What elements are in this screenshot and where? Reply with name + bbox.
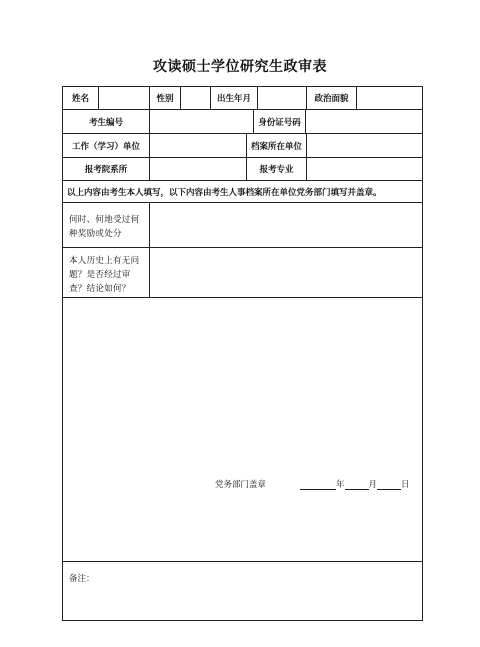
work-unit-label: 工作（学习）单位 [63, 134, 150, 157]
work-unit-field[interactable] [150, 134, 247, 157]
archive-unit-label: 档案所在单位 [247, 134, 307, 157]
dept-field[interactable] [150, 158, 247, 180]
political-field[interactable] [357, 87, 422, 109]
rewards-field[interactable] [150, 203, 422, 247]
row-exam-id [63, 110, 422, 134]
id-no-label: 身份证号码 [254, 110, 306, 133]
history-field[interactable] [150, 248, 422, 297]
history-label: 本人历史上有无问题？是否经过审查？结论如何？ [63, 248, 150, 297]
row-rewards [63, 203, 422, 248]
gender-field[interactable] [181, 87, 211, 109]
row-work-archive [63, 134, 422, 158]
month-label: 月 [368, 480, 378, 490]
political-label: 政治面貌 [307, 87, 357, 109]
day-label: 日 [401, 480, 410, 490]
birth-field[interactable] [258, 87, 307, 109]
row-history [63, 248, 422, 298]
year-blank[interactable] [300, 480, 336, 490]
rewards-label: 何时、何地受过何种奖励或处分 [63, 203, 150, 247]
archive-unit-field[interactable] [307, 134, 422, 157]
gender-label: 性别 [150, 87, 181, 109]
form-title: 攻读硕士学位研究生政审表 [153, 59, 327, 75]
major-field[interactable] [307, 158, 422, 180]
day-blank[interactable] [377, 480, 401, 490]
major-label: 报考专业 [247, 158, 307, 180]
birth-label: 出生年月 [211, 87, 258, 109]
party-stamp-label: 党务部门盖章 [215, 480, 267, 490]
row-dept-major [63, 158, 422, 181]
political-review-form [62, 86, 423, 621]
name-field[interactable] [99, 87, 150, 109]
exam-no-field[interactable] [150, 110, 254, 133]
year-label: 年 [336, 480, 345, 490]
dept-label: 报考院系所 [63, 158, 150, 180]
date-line [300, 478, 410, 490]
month-blank[interactable] [345, 480, 369, 490]
exam-no-label: 考生编号 [63, 110, 150, 133]
remark-area[interactable] [63, 562, 422, 620]
row-basic-info [63, 87, 422, 110]
remark-label: 备注： [69, 574, 95, 584]
instruction-text: 以上内容由考生本人填写，以下内容由考生人事档案所在单位党务部门填写并盖章。 [63, 181, 422, 203]
id-no-field[interactable] [306, 110, 422, 133]
name-label: 姓名 [63, 87, 99, 109]
row-review-area[interactable] [63, 298, 422, 562]
